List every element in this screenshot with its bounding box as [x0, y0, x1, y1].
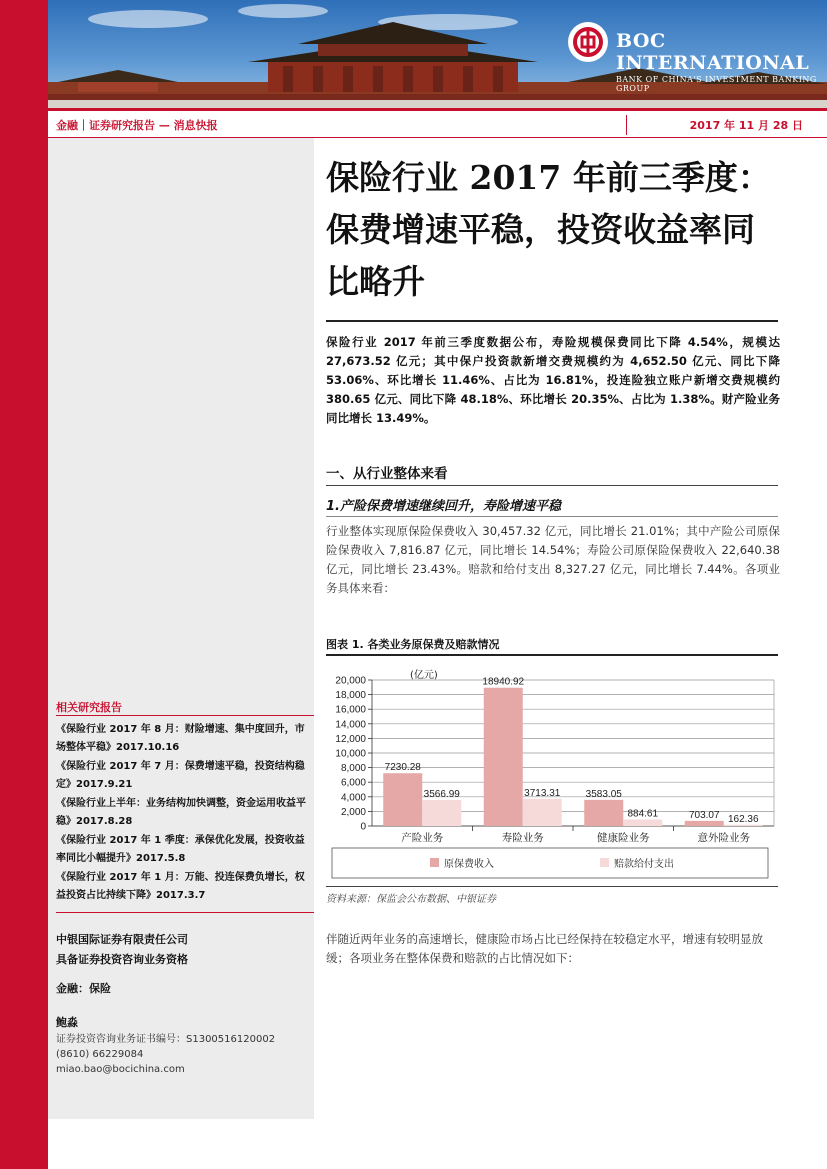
data-label: 7230.28: [384, 762, 421, 774]
author-contact: [56, 1032, 275, 1077]
license-number: 证券投资咨询业务证书编号：S1300516120002: [56, 1034, 276, 1045]
company-name: 中银国际证券有限责任公司: [56, 933, 188, 946]
y-tick-label: 6,000: [340, 777, 366, 789]
bar-premium: [484, 688, 523, 826]
left-red-band: [0, 0, 48, 1169]
figure-bottom-rule: [326, 886, 778, 887]
data-label: 703.07: [688, 809, 720, 821]
logo-name: BOC INTERNATIONAL: [616, 30, 810, 74]
y-tick-label: 14,000: [335, 719, 366, 731]
data-label: 3713.31: [524, 787, 561, 799]
subsection-rule: [326, 516, 778, 517]
section-heading: 一、从行业整体来看: [326, 466, 448, 482]
data-label: 18940.92: [482, 676, 525, 688]
figure-source: 资料来源：保监会公布数据、中银证券: [326, 894, 496, 905]
author-email[interactable]: miao.bao@bocichina.com: [56, 1064, 185, 1075]
bar-claims: [724, 825, 763, 826]
y-tick-label: 0: [360, 821, 366, 833]
y-tick-label: 18,000: [335, 690, 366, 702]
related-reports-list: [56, 721, 314, 906]
logo-tagline: BANK OF CHINA'S INVESTMENT BANKING GROUP: [616, 75, 817, 93]
figure-rule: [326, 654, 778, 656]
report-summary: 保险行业 2017 年前三季度数据公布，寿险规模保费同比下降 4.54%，规模达 27,673.52 亿元；其中保户投资款新增交费规模约为 4,652.50 亿元、同比下降 53.06%、环比增长 11.46%、占比为 16.81%，投连险独立账户新增交费规模约 380.65 亿元、同比下降 48.18%、环比增长 20.35%、占比为 1.38%。财产险业务同比增长 13.49%。: [326, 335, 780, 425]
subsection-heading: 1.产险保费增速继续回升，寿险增速平稳: [326, 499, 561, 514]
bar-claims: [422, 800, 461, 826]
meta-separator: [626, 115, 627, 135]
author-phone: (8610) 66229084: [56, 1049, 144, 1060]
y-tick-label: 4,000: [340, 792, 366, 804]
y-tick-label: 2,000: [340, 806, 366, 818]
related-report-item[interactable]: 《保险行业 2017 年 7 月：保费增速平稳，投资结构稳定》2017.9.21: [56, 761, 305, 790]
author-name: 鲍淼: [56, 1016, 78, 1029]
related-report-item[interactable]: 《保险行业 2017 年 1 季度：承保优化发展，投资收益率同比小幅提升》2017.5.8: [56, 835, 305, 864]
y-tick-label: 10,000: [335, 748, 366, 760]
bar-claims: [623, 820, 662, 826]
data-label: 884.61: [627, 808, 659, 820]
premium-claims-bar-chart: [326, 660, 778, 884]
figure-title: 图表 1. 各类业务原保费及赔款情况: [326, 638, 500, 651]
y-tick-label: 12,000: [335, 733, 366, 745]
body-paragraph-1: 行业整体实现原保险保费收入 30,457.32 亿元，同比增长 21.01%；其中产险公司原保险保费收入 7,816.87 亿元，同比增长 14.54%；寿险公司原保险保费收入 22,640.38 亿元，同比增长 23.43%。赔款和给付支出 8,327.27 亿元，同比增长 7.44%。各项业务具体来看：: [326, 524, 780, 595]
bar-premium: [383, 773, 422, 826]
body-paragraph-2: 伴随近两年业务的高速增长，健康险市场占比已经保持在较稳定水平，增速有较明显放缓；各项业务在整体保费和赔款的占比情况如下：: [326, 932, 763, 965]
legend-swatch: [430, 858, 439, 867]
y-tick-label: 20,000: [335, 675, 366, 687]
legend-box: [332, 848, 768, 878]
company-qualification: 具备证券投资咨询业务资格: [56, 953, 188, 966]
section-rule: [326, 485, 778, 486]
x-tick-label: 意外险业务: [697, 832, 750, 844]
related-reports-rule: [56, 715, 314, 716]
report-date: 2017 年 11 月 28 日: [689, 119, 803, 132]
related-report-item[interactable]: 《保险行业 2017 年 1 月：万能、投连保费负增长，权益投资占比持续下降》2017.3.7: [56, 872, 305, 901]
legend-swatch: [600, 858, 609, 867]
related-report-item[interactable]: 《保险行业 2017 年 8 月：财险增速、集中度回升，市场整体平稳》2017.10.16: [56, 724, 305, 753]
report-category: 金融｜证券研究报告 — 消息快报: [56, 119, 218, 132]
data-label: 162.36: [727, 813, 759, 825]
bar-premium: [685, 821, 724, 826]
related-reports-title: 相关研究报告: [56, 701, 122, 714]
bar-claims: [523, 799, 562, 826]
legend-label: 赔款给付支出: [614, 859, 674, 870]
related-reports-bottom-rule: [56, 912, 314, 913]
meta-row: [48, 111, 827, 138]
x-tick-label: 产险业务: [401, 832, 444, 844]
data-label: 3583.05: [585, 788, 622, 800]
header-banner: [48, 0, 827, 108]
bar-premium: [584, 800, 623, 826]
related-report-item[interactable]: 《保险行业上半年：业务结构加快调整，资金运用收益平稳》2017.8.28: [56, 798, 306, 827]
industry-label: 金融：保险: [56, 982, 111, 995]
title-rule: [326, 320, 778, 322]
x-tick-label: 寿险业务: [501, 832, 544, 844]
unit-label: (亿元): [410, 670, 438, 681]
legend-label: 原保费收入: [444, 859, 494, 870]
report-title: 保险行业 2017 年前三季度：保费增速平稳，投资收益率同比略升: [326, 158, 771, 301]
sidebar: [48, 138, 314, 1119]
data-label: 3566.99: [423, 788, 460, 800]
y-tick-label: 8,000: [340, 763, 366, 775]
y-tick-label: 16,000: [335, 704, 366, 716]
boc-logo-icon: [568, 22, 608, 62]
boc-logo-text: [616, 30, 827, 93]
x-tick-label: 健康险业务: [597, 832, 650, 844]
company-info: [56, 930, 188, 970]
